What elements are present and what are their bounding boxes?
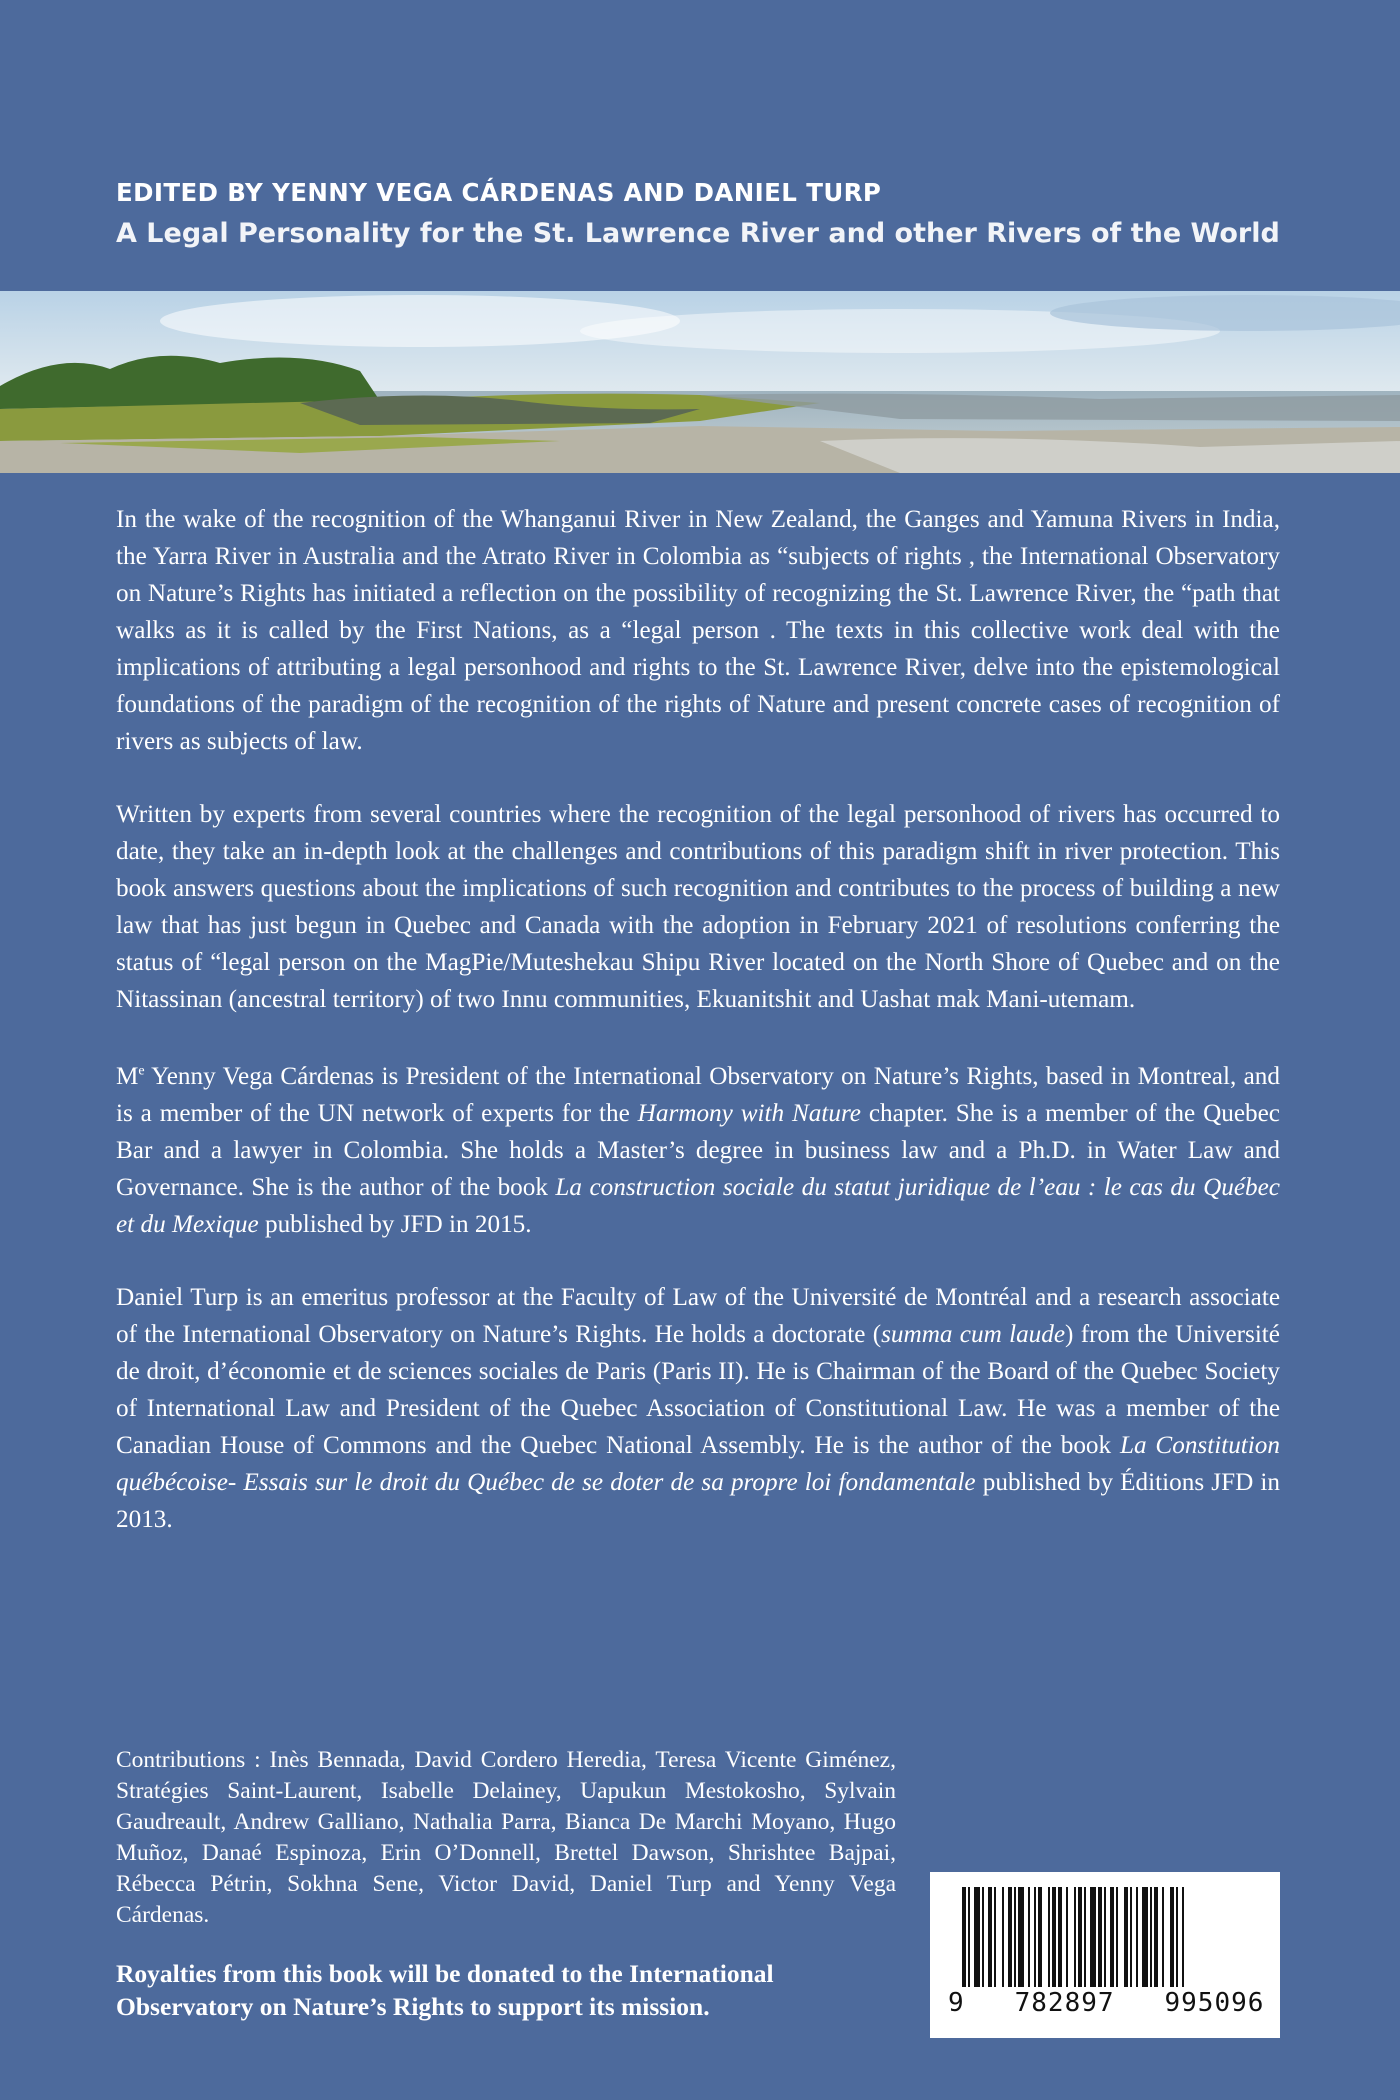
river-landscape-photo bbox=[0, 291, 1400, 473]
contributions-list: Contributions : Inès Bennada, David Cordero Heredia, Teresa Vicente Giménez, Stratégies Saint-Laurent, Isabelle Delainey, Uapukun Mestokosho, Sylvain Gaudreault, Andrew Galliano, Nathalia Parra, Bianca De Marchi Moyano, Hugo Muñoz, Danaé Espinoza, Erin O’Donnell, Brettel Dawson, Shrishtee Bajpai, Rébecca Pétrin, Sokhna Sene, Victor David, Daniel Turp and Yenny Vega Cárdenas. bbox=[116, 1746, 896, 1928]
barcode-bar bbox=[1104, 1887, 1106, 1987]
barcode-bar bbox=[1098, 1887, 1102, 1987]
bio-vega-text-b: chapter. She is a member of the Quebec Bar and a lawyer in Colombia. She holds a Master’s degree in business law and a Ph.D. in Water Law and Governance. She is the author of the book bbox=[116, 1100, 1280, 1201]
barcode-bar bbox=[1116, 1887, 1118, 1987]
barcode-bar bbox=[1176, 1887, 1178, 1987]
barcode-bar bbox=[1034, 1887, 1036, 1987]
barcode-bar bbox=[974, 1887, 980, 1987]
barcode-bar bbox=[1048, 1887, 1050, 1987]
cover-header bbox=[116, 178, 1296, 249]
bio-vega-text-a: Yenny Vega Cárdenas is President of the International Observatory on Nature’s Rights, based in Montreal, and is a member of the UN network of experts for the bbox=[116, 1063, 1280, 1127]
barcode-bar bbox=[988, 1887, 992, 1987]
book-subtitle: A Legal Personality for the St. Lawrence River and other Rivers of the World bbox=[116, 218, 1280, 249]
barcode-bar bbox=[968, 1887, 970, 1987]
barcode-bar bbox=[1028, 1887, 1030, 1987]
bio-vega-italic-b: La construction sociale du statut juridique de l’eau : le cas du Québec et du Mexique bbox=[116, 1174, 1280, 1238]
barcode-bar bbox=[1018, 1887, 1024, 1987]
barcode-bar bbox=[1162, 1887, 1164, 1987]
barcode-bar bbox=[1124, 1887, 1128, 1987]
barcode-bar bbox=[962, 1887, 966, 1987]
editors-line: EDITED BY YENNY VEGA CÁRDENAS AND DANIEL TURP bbox=[116, 178, 882, 207]
barcode-bar bbox=[1002, 1887, 1004, 1987]
bio-vega-text-c: published by JFD in 2015. bbox=[258, 1211, 532, 1238]
experts-paragraph: Written by experts from several countries where the recognition of the legal personhood of rivers has occurred to date, they take an in-depth look at the challenges and contributions of this paradigm shift in river protection. This book answers questions about the implications of such recognition and contributes to the process of building a new law that has just begun in Quebec and Canada with the adoption in February 2021 of resolutions conferring the status of “legal person on the MagPie/Muteshekau Shipu River located on the North Shore of Quebec and on the Nitassinan (ancestral territory) of two Innu communities, Ekuanitshit and Uashat mak Mani-utemam. bbox=[116, 801, 1280, 1013]
barcode-bar bbox=[1110, 1887, 1114, 1987]
barcode-bar bbox=[1058, 1887, 1062, 1987]
barcode-bar bbox=[1084, 1887, 1086, 1987]
bio-vega-title: M bbox=[116, 1063, 139, 1090]
barcode-bar bbox=[1074, 1887, 1076, 1987]
barcode-bar bbox=[1078, 1887, 1082, 1987]
barcode-bar bbox=[1170, 1887, 1174, 1987]
intro-paragraph: In the wake of the recognition of the Whanganui River in New Zealand, the Ganges and Yamuna Rivers in India, the Yarra River in Australia and the Atrato River in Colombia as “subjects of rights , the International Observatory on Nature’s Rights has initiated a reflection on the possibility of recognizing the St. Lawrence River, the “path that walks as it is called by the First Nations, as a “legal person . The texts in this collective work deal with the implications of attributing a legal personhood and rights to the St. Lawrence River, delve into the epistemological foundations of the paradigm of the recognition of the rights of Nature and present concrete cases of recognition of rivers as subjects of law. bbox=[116, 506, 1280, 755]
barcode-bar bbox=[1038, 1887, 1042, 1987]
barcode-bar bbox=[1136, 1887, 1138, 1987]
barcode-bars bbox=[948, 1887, 1264, 1987]
bio-turp-italic-a: summa cum laude bbox=[881, 1321, 1066, 1348]
bio-vega-title-sup: e bbox=[138, 1063, 145, 1079]
barcode-bar bbox=[1182, 1887, 1184, 1987]
bio-vega-paragraph bbox=[116, 1058, 1280, 1243]
bio-vega-italic-a: Harmony with Nature bbox=[637, 1100, 861, 1127]
barcode-bar bbox=[982, 1887, 984, 1987]
royalties-note: Royalties from this book will be donated to the International Observatory on Nature’s Rights to support its mission. bbox=[116, 1958, 774, 2021]
description-text bbox=[116, 501, 1280, 1538]
bio-turp-text-a: Daniel Turp is an emeritus professor at the Faculty of Law of the Université de Montréal and a research associate of the International Observatory on Nature’s Rights. He holds a doctorate ( bbox=[116, 1284, 1280, 1348]
isbn-barcode bbox=[930, 1872, 1280, 2038]
bio-turp-italic-b: La Constitution québécoise- Essais sur le droit du Québec de se doter de sa propre loi fondamentale bbox=[116, 1432, 1280, 1496]
barcode-bar bbox=[1066, 1887, 1068, 1987]
bio-turp-text-b: ) from the Université de droit, d’économie et de sciences sociales de Paris (Paris II). He is Chairman of the Board of the Quebec Society of International Law and President of the Quebec Association of Constitutional Law. He was a member of the Canadian House of Commons and the Quebec National Assembly. He is the author of the book bbox=[116, 1321, 1280, 1459]
barcode-bar bbox=[1142, 1887, 1148, 1987]
barcode-bar bbox=[1014, 1887, 1016, 1987]
bio-turp-text-c: published by Éditions JFD in 2013. bbox=[116, 1469, 1281, 1533]
barcode-bar bbox=[1052, 1887, 1056, 1987]
barcode-bar bbox=[1008, 1887, 1012, 1987]
barcode-bar bbox=[1154, 1887, 1158, 1987]
barcode-bar bbox=[1130, 1887, 1132, 1987]
bio-turp-paragraph bbox=[116, 1279, 1280, 1538]
barcode-bar bbox=[994, 1887, 996, 1987]
barcode-bar bbox=[1150, 1887, 1152, 1987]
barcode-bar bbox=[1090, 1887, 1096, 1987]
isbn-number: 9 782897 995096 bbox=[948, 1988, 1265, 2018]
